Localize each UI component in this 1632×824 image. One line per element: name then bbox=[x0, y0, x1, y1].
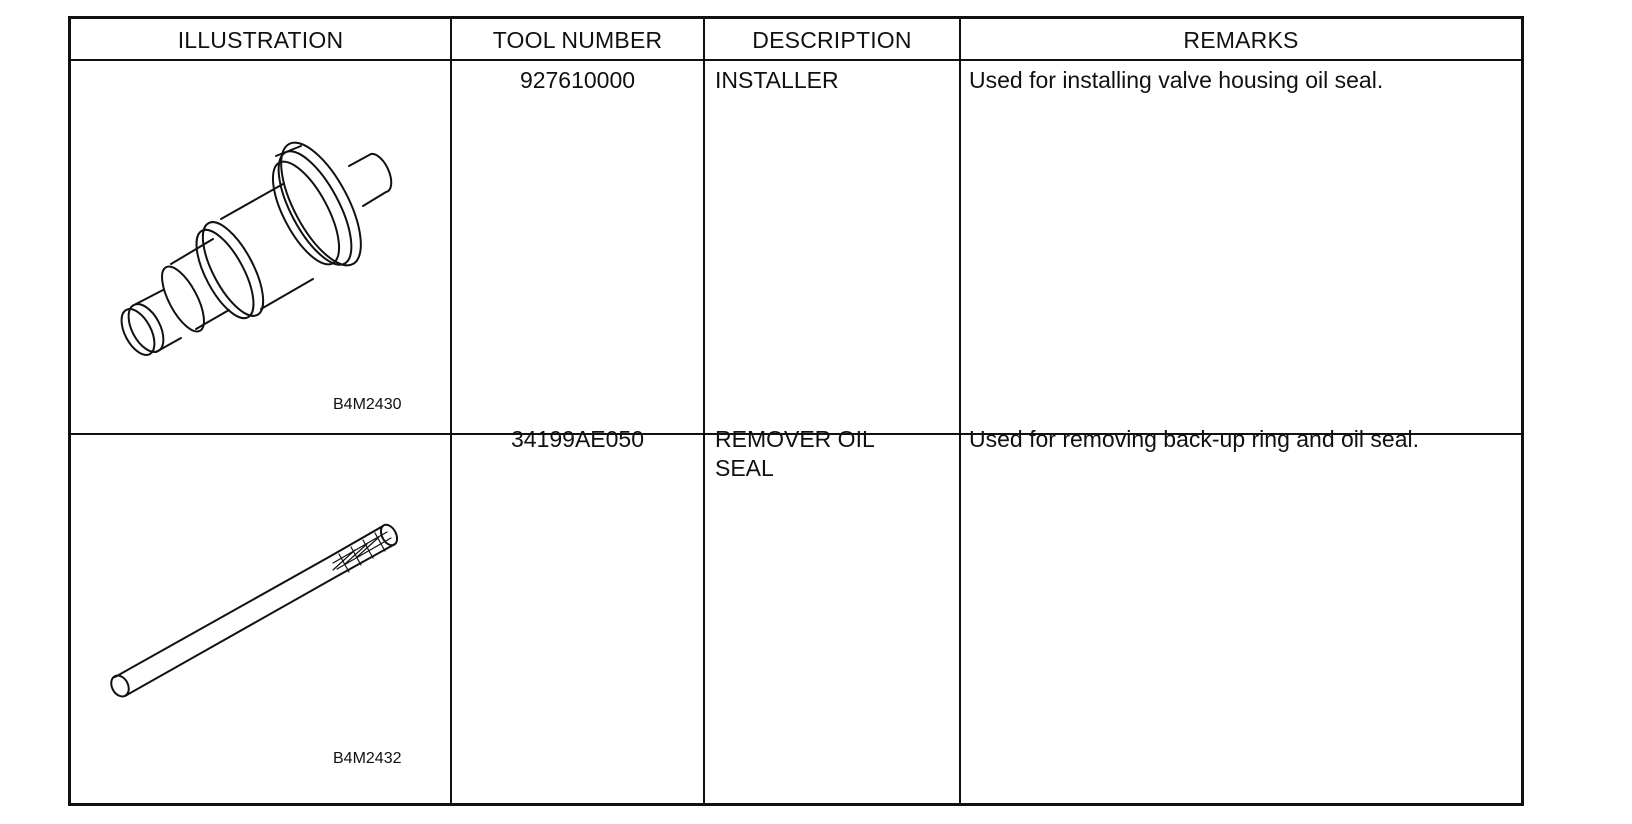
header-tool-number: TOOL NUMBER bbox=[492, 26, 663, 53]
remover-rod-icon bbox=[101, 514, 411, 714]
tool-remarks: Used for installing valve housing oil seal. bbox=[969, 67, 1384, 93]
column-divider bbox=[703, 19, 705, 803]
tool-description-line1: REMOVER OIL bbox=[715, 426, 875, 452]
special-tools-table bbox=[68, 16, 1524, 806]
header-description: DESCRIPTION bbox=[752, 26, 912, 53]
figure-code: B4M2432 bbox=[333, 750, 402, 767]
tool-number: 927610000 bbox=[519, 67, 636, 93]
column-divider bbox=[450, 19, 452, 803]
installer-tool-icon bbox=[101, 114, 401, 374]
column-divider bbox=[959, 19, 961, 803]
tool-remarks: Used for removing back-up ring and oil seal. bbox=[969, 426, 1420, 452]
figure-code: B4M2430 bbox=[333, 396, 402, 413]
header-remarks: REMARKS bbox=[1183, 26, 1299, 53]
tool-description-line2: SEAL bbox=[715, 455, 774, 481]
header-illustration: ILLUSTRATION bbox=[177, 26, 344, 53]
tool-description: INSTALLER bbox=[715, 67, 839, 93]
tool-number-text: 34199AE050 bbox=[510, 426, 644, 452]
